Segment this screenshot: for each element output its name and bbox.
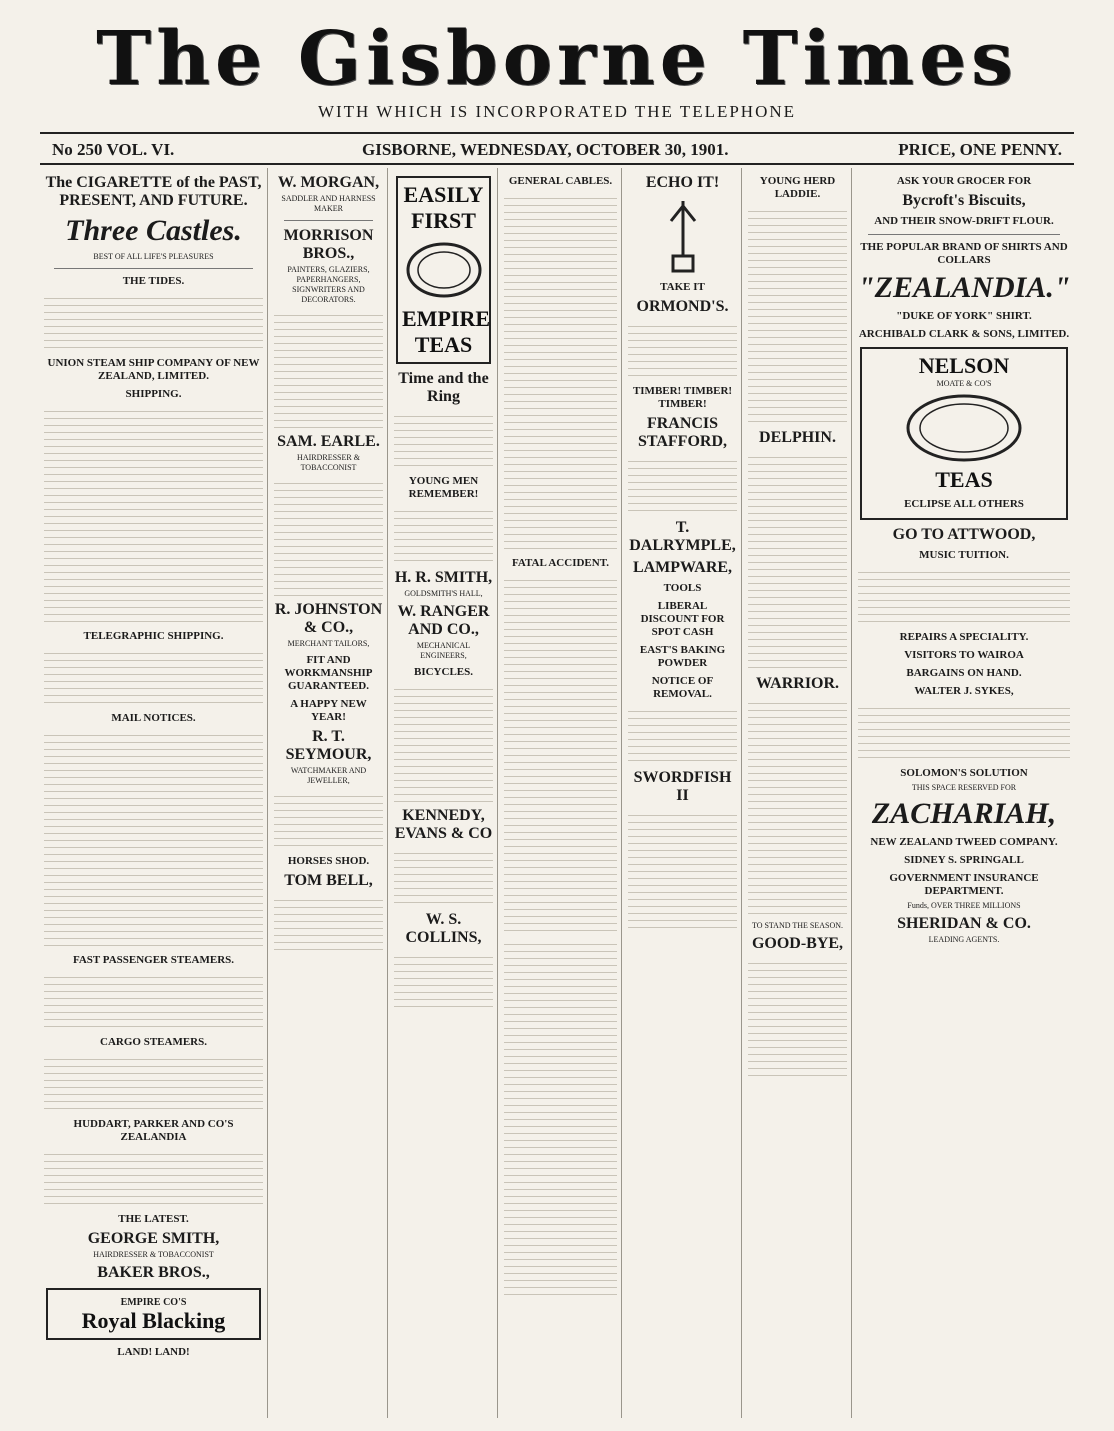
echo-heading: ECHO IT! xyxy=(645,174,720,191)
issue-bar xyxy=(52,140,1062,160)
hand-icon xyxy=(653,196,713,276)
nelson-seal-icon xyxy=(904,393,1024,463)
johnston-sub: MERCHANT TAILORS, xyxy=(287,639,370,648)
bell-text xyxy=(274,894,383,954)
morrison-sub: PAINTERS, GLAZIERS, PAPERHANGERS, SIGNWRITERS AND DECORATORS. xyxy=(287,265,370,304)
land-heading: LAND! LAND! xyxy=(117,1346,190,1358)
warrior-text xyxy=(748,697,847,917)
newspaper-title: The Gisborne Times xyxy=(96,16,1018,102)
bycroft-line3: AND THEIR SNOW-DRIFT FLOUR. xyxy=(874,215,1054,227)
time-ring-text xyxy=(394,410,493,470)
empire-teas-text: EMPIRE TEAS xyxy=(402,306,490,357)
cigarette-heading: The CIGARETTE of the PAST, PRESENT, AND FUTURE. xyxy=(45,174,262,209)
delphin-heading: DELPHIN. xyxy=(759,429,836,446)
zealandia-heading: THE POPULAR BRAND OF SHIRTS AND COLLARS xyxy=(860,241,1068,266)
hr-smith-sub: GOLDSMITH'S HALL, xyxy=(404,589,483,598)
nelson-line2: MOATE & CO'S xyxy=(936,379,992,388)
smith-sub: HAIRDRESSER & TOBACCONIST xyxy=(93,1250,214,1259)
swordfish-heading: SWORDFISH II xyxy=(633,769,732,804)
delphin-text xyxy=(748,451,847,671)
blacking-ad xyxy=(46,1288,261,1340)
baking-heading: EAST'S BAKING POWDER xyxy=(639,644,726,669)
attwood-text xyxy=(858,566,1070,626)
duke-heading: "DUKE OF YORK" SHIRT. xyxy=(896,310,1032,322)
column-5 xyxy=(624,168,742,1418)
ormond-heading: ORMOND'S. xyxy=(636,298,729,315)
seymour-text xyxy=(274,790,383,850)
tweed-heading: NEW ZEALAND TWEED COMPANY. xyxy=(870,836,1058,848)
bicycles-heading: BICYCLES. xyxy=(414,666,473,678)
column-1 xyxy=(40,168,268,1418)
cigarette-tagline: BEST OF ALL LIFE'S PLEASURES xyxy=(93,252,214,261)
column-7 xyxy=(854,168,1074,1418)
place-date: GISBORNE, WEDNESDAY, OCTOBER 30, 1901. xyxy=(362,140,729,159)
tea-emblem-icon xyxy=(404,240,484,300)
ranger-heading: W. RANGER AND CO., xyxy=(397,603,490,638)
collins-heading: W. S. COLLINS, xyxy=(405,911,482,946)
laddie-text xyxy=(748,205,847,425)
johnston-heading: R. JOHNSTON & CO., xyxy=(274,601,383,636)
bargains-heading: BARGAINS ON HAND. xyxy=(906,667,1022,679)
earle-heading: SAM. EARLE. xyxy=(277,433,380,450)
stafford-text xyxy=(628,455,737,515)
lampware-heading: LAMPWARE, xyxy=(632,559,733,576)
accident-text-cont xyxy=(504,938,617,1298)
zachariah-line1: THIS SPACE RESERVED FOR xyxy=(911,783,1017,792)
cables-text xyxy=(504,192,617,552)
nelson-line1: NELSON xyxy=(918,353,1010,378)
divider xyxy=(868,234,1060,235)
accident-heading: FATAL ACCIDENT. xyxy=(512,557,609,569)
repairs-heading: REPAIRS A SPECIALITY. xyxy=(899,631,1029,643)
sykes-text xyxy=(858,702,1070,762)
warrior-heading: WARRIOR. xyxy=(755,675,840,692)
shipping-text xyxy=(44,405,263,625)
nelson-line4: ECLIPSE ALL OTHERS xyxy=(904,498,1024,510)
sheridan-sub: LEADING AGENTS. xyxy=(928,935,1000,944)
horses-heading: HORSES SHOD. xyxy=(287,855,370,867)
morgan-heading: W. MORGAN, xyxy=(277,174,380,191)
baker-heading: BAKER BROS., xyxy=(97,1264,210,1281)
sykes-heading: WALTER J. SYKES, xyxy=(914,685,1014,697)
three-castles-brand: Three Castles. xyxy=(65,214,242,247)
earle-sub: HAIRDRESSER & TOBACCONIST xyxy=(297,453,360,472)
cargo-table xyxy=(44,1053,263,1113)
cash-heading: LIBERAL DISCOUNT FOR SPOT CASH xyxy=(640,600,725,638)
nelson-line3: TEAS xyxy=(935,467,993,492)
young-men-text xyxy=(394,505,493,565)
sheridan-heading: SHERIDAN & CO. xyxy=(897,915,1031,932)
visitors-heading: VISITORS TO WAIROA xyxy=(904,649,1024,661)
hr-smith-heading: H. R. SMITH, xyxy=(394,569,493,586)
shipping-heading: SHIPPING. xyxy=(125,388,182,400)
issue-number: No 250 VOL. VI. xyxy=(52,140,175,159)
newspaper-subtitle: WITH WHICH IS INCORPORATED THE TELEPHONE xyxy=(317,102,797,121)
solomon-heading: SOLOMON'S SOLUTION xyxy=(900,767,1028,779)
new-year-heading: A HAPPY NEW YEAR! xyxy=(290,698,367,723)
zachariah-name: ZACHARIAH, xyxy=(871,797,1057,830)
cables-heading: GENERAL CABLES. xyxy=(508,175,613,187)
blacking-label: EMPIRE CO'S xyxy=(120,1297,187,1308)
smith-heading: GEORGE SMITH, xyxy=(87,1230,220,1247)
easily-first-text: EASILY FIRST xyxy=(403,182,484,233)
divider xyxy=(54,268,253,269)
take-it-text: TAKE IT xyxy=(660,281,705,293)
goodbye-sub: TO STAND THE SEASON. xyxy=(751,921,844,930)
clark-heading: ARCHIBALD CLARK & SONS, LIMITED. xyxy=(858,328,1070,340)
morgan-sub: SADDLER AND HARNESS MAKER xyxy=(281,194,376,213)
goodbye-heading: GOOD-BYE, xyxy=(751,935,844,952)
bycroft-line2: Bycroft's Biscuits, xyxy=(902,192,1026,209)
fast-steamers-heading: FAST PASSENGER STEAMERS. xyxy=(72,954,235,966)
stafford-heading: FRANCIS STAFFORD, xyxy=(637,415,728,450)
timber-heading: TIMBER! TIMBER! TIMBER! xyxy=(632,385,733,410)
laddie-heading: YOUNG HERD LADDIE. xyxy=(759,175,836,200)
johnston-tag: FIT AND WORKMANSHIP GUARANTEED. xyxy=(284,654,373,692)
young-men-heading: YOUNG MEN REMEMBER! xyxy=(408,475,479,500)
masthead xyxy=(0,0,1114,159)
zealandia-brand: "ZEALANDIA." xyxy=(858,271,1071,304)
bell-heading: TOM BELL, xyxy=(284,872,373,889)
bicycles-text xyxy=(394,683,493,803)
column-3 xyxy=(390,168,498,1418)
telegraphic-text xyxy=(44,647,263,707)
column-6 xyxy=(744,168,852,1418)
dalrymple-heading: T. DALRYMPLE, xyxy=(629,519,736,554)
telegraphic-heading: TELEGRAPHIC SHIPPING. xyxy=(83,630,224,642)
removal-text xyxy=(628,705,737,765)
removal-heading: NOTICE OF REMOVAL. xyxy=(651,675,714,700)
seymour-sub: WATCHMAKER AND JEWELLER, xyxy=(290,766,367,785)
mail-text xyxy=(44,729,263,949)
price: PRICE, ONE PENNY. xyxy=(898,140,1062,159)
attwood-heading: GO TO ATTWOOD, xyxy=(892,526,1036,543)
time-ring-heading: Time and the Ring xyxy=(398,370,489,405)
springall-heading: SIDNEY S. SPRINGALL xyxy=(904,854,1024,866)
accident-text xyxy=(504,574,617,934)
insurance-heading: GOVERNMENT INSURANCE DEPARTMENT. xyxy=(889,872,1039,897)
page-columns xyxy=(40,168,1074,1418)
divider xyxy=(284,220,373,221)
tides-heading: THE TIDES. xyxy=(122,275,185,287)
blacking-heading: Royal Blacking xyxy=(81,1308,226,1333)
ormond-text xyxy=(628,320,737,380)
morrison-heading: MORRISON BROS., xyxy=(283,227,374,262)
bycroft-line1: ASK YOUR GROCER FOR xyxy=(896,175,1032,187)
masthead-rule-top xyxy=(40,132,1074,134)
cargo-heading: CARGO STEAMERS. xyxy=(100,1036,207,1048)
mail-heading: MAIL NOTICES. xyxy=(111,712,196,724)
ranger-sub: MECHANICAL ENGINEERS, xyxy=(416,641,471,660)
earle-text xyxy=(274,477,383,597)
seymour-heading: R. T. SEYMOUR, xyxy=(285,728,372,763)
column-4 xyxy=(500,168,622,1418)
huddart-text xyxy=(44,1148,263,1208)
tools-heading: TOOLS xyxy=(663,582,702,594)
kennedy-heading: KENNEDY, EVANS & CO xyxy=(394,807,493,842)
collins-text xyxy=(394,951,493,1011)
column-2 xyxy=(270,168,388,1418)
music-heading: MUSIC TUITION. xyxy=(919,549,1009,561)
masthead-rule-bottom xyxy=(40,163,1074,165)
huddart-heading: HUDDART, PARKER AND CO'S ZEALANDIA xyxy=(73,1118,234,1143)
empire-teas-ad xyxy=(396,176,491,364)
morrison-text xyxy=(274,309,383,429)
kennedy-text xyxy=(394,847,493,907)
nelson-ad xyxy=(860,347,1068,520)
goodbye-text xyxy=(748,957,847,1077)
tides-table xyxy=(44,292,263,352)
latest-heading: THE LATEST. xyxy=(118,1213,189,1225)
union-heading: UNION STEAM SHIP COMPANY OF NEW ZEALAND, LIMITED. xyxy=(47,357,260,382)
swordfish-text xyxy=(628,809,737,929)
insurance-sub: Funds, OVER THREE MILLIONS xyxy=(907,901,1021,910)
fast-steamers-table xyxy=(44,971,263,1031)
